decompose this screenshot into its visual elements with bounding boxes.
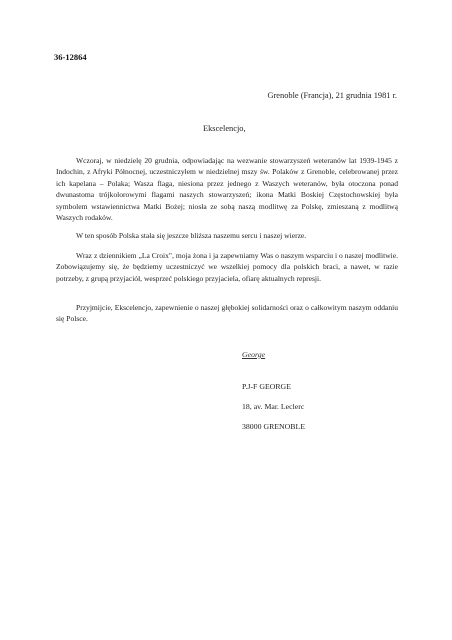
signer-city: 38000 GRENOBLE [242, 422, 306, 431]
salutation: Ekscelencjo, [203, 124, 246, 133]
place-date: Grenoble (Francja), 21 grudnia 1981 r. [267, 91, 397, 100]
body-paragraph-2: W ten sposób Polska stała się jeszcze bliższa naszemu sercu i naszej wierze. [76, 231, 307, 240]
handwritten-signature: George [242, 350, 266, 359]
body-paragraph-1: Wczoraj, w niedzielę 20 grudnia, odpowiadając na wezwanie stowarzyszeń weteranów lat 1939-1945 z Indochin, z Afryki Północnej, uczestniczyłem w niedzielnej mszy św. Polaków z Grenoble, celebrowanej przez ich kapelana – Polaka; Wasza flaga, niesiona przez jednego z Waszych weteranów, była otoczona ponad dwunastoma trójkolorowymi flagami naszych stowarzyszeń; ikona Matki Boskiej Częstochowskiej była symbolem wstawiennictwa Matki Bożej; niosła ze sobą naszą modlitwę za Polskę, zmieszaną z modlitwą Waszych rodaków. [56, 156, 398, 223]
body-paragraph-3: Wraz z dziennikiem „La Croix", moja żona i ja zapewniamy Was o naszym wsparciu i o naszej modlitwie. Zobowiązujemy się, że będziemy uczestniczyć we wszelkiej pomocy dla polskich braci, a nawet, w razie potrzeby, z grupą przyjaciół, wesprzeć polskiego przyjaciela, ofiarę aktualnych represji. [56, 251, 398, 283]
document-number: 36-12864 [54, 52, 87, 62]
signer-name: P.J-F GEORGE [242, 382, 291, 391]
body-paragraph-4: Przyjmijcie, Ekscelencjo, zapewnienie o naszej głębokiej solidarności oraz o całkowitym naszym oddaniu się Polsce. [56, 303, 398, 324]
signer-street-address: 18, av. Mar. Leclerc [242, 402, 305, 411]
